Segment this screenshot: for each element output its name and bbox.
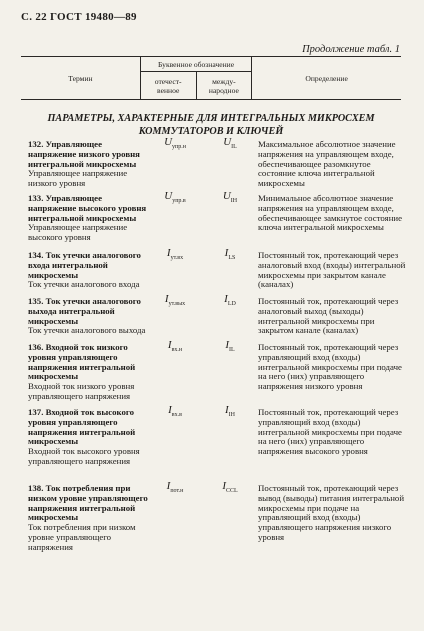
entry-133-definition: Минимальное абсолютное значение напряжения на управляющем входе, обеспечивающее замкнутое состояние ключа интегральной микросхемы (258, 193, 403, 233)
header-international: между- народное (196, 72, 252, 100)
entry-134-symbol-international: $I_{LS}$ (224, 247, 236, 262)
entry-138-term-main: 138. Ток потребления при низком уровне управляющего напряжения интегральной микросхемы (28, 483, 148, 523)
entry-132-term-main: 132. Управляющее напряжение низкого уровня интегральной микросхемы (28, 139, 140, 169)
entry-134-term-main: 134. Ток утечки аналогового входа интегральной микросхемы (28, 250, 141, 280)
entry-136-term (28, 343, 148, 402)
section-title: ПАРАМЕТРЫ, ХАРАКТЕРНЫЕ ДЛЯ ИНТЕГРАЛЬНЫХ МИКРОСХЕМ КОММУТАТОРОВ И КЛЮЧЕЙ (47, 113, 375, 137)
entry-132-symbol-domestic: $U_{упр.н}$ (164, 136, 186, 151)
entry-138-term (28, 484, 148, 552)
entry-134-symbol-domestic: $I_{ут.вх}$ (166, 247, 184, 262)
entry-135-symbol-international: $I_{LD}$ (224, 293, 236, 308)
entry-136-symbol-international: $I_{IL}$ (225, 339, 235, 354)
entry-134-term (28, 251, 148, 290)
entry-137-symbol-international: $I_{IH}$ (224, 404, 235, 419)
table-continuation-note: Продолжение табл. 1 (302, 44, 400, 55)
entry-133-symbol-international: $U_{IH}$ (222, 190, 238, 205)
header-term: Термин (21, 57, 140, 100)
entry-137-definition: Постоянный ток, протекающий через управляющий вход (входы) интегральной микросхемы при подаче на него (них) управляющего напряжения высокого уровня (258, 407, 402, 456)
entry-132-term-alt: Управляющее напряжение низкого уровня (28, 168, 128, 188)
entry-132-symbol-international: $U_{IL}$ (223, 136, 237, 151)
entry-136-term-main: 136. Входной ток низкого уровня управляющего напряжения интегральной микросхемы (28, 342, 136, 382)
table-header (21, 56, 401, 100)
entry-138-term-alt: Ток потребления при низком уровне управляющего напряжения (28, 522, 136, 552)
entry-133-term (28, 194, 148, 243)
entry-132-term (28, 140, 148, 189)
header-domestic: отечест- венное (140, 72, 196, 100)
entry-137-term (28, 408, 148, 467)
entry-135-term-alt: Ток утечки аналогового выхода (28, 325, 146, 336)
entry-136-symbol-domestic: $I_{вх.н}$ (167, 339, 183, 354)
entry-133-term-main: 133. Управляющее напряжение высокого уровня интегральной микросхемы (28, 193, 147, 223)
entry-135-symbol-domestic: $I_{ут.вых}$ (164, 293, 186, 308)
entry-135-term-main: 135. Ток утечки аналогового выхода интегральной микросхемы (28, 296, 141, 326)
entry-132-definition: Максимальное абсолютное значение напряжения на управляющем входе, обеспечивающее разомкнутое состояние ключа интегральной микросхемы (258, 139, 396, 188)
entry-134-term-alt: Ток утечки аналогового входа (28, 279, 140, 290)
header-designation: Буквенное обозначение (140, 57, 251, 72)
header-definition: Определение (252, 57, 401, 100)
entry-137-symbol-domestic: $I_{вх.в}$ (168, 404, 182, 419)
entry-133-symbol-domestic: $U_{упр.в}$ (164, 190, 186, 205)
entry-135-definition: Постоянный ток, протекающий через аналоговый выход (выходы) интегральной микросхемы при закрытом канале (каналах) (258, 296, 399, 336)
entry-135-term (28, 297, 148, 336)
entry-138-definition: Постоянный ток, протекающий через вывод (выводы) питания интегральной микросхемы при подаче на управляющий вход (входы) управляющего напряжения низкого уровня (258, 483, 405, 542)
entry-137-term-main: 137. Входной ток высокого уровня управляющего напряжения интегральной микросхемы (28, 407, 136, 447)
entry-136-definition: Постоянный ток, протекающий через управляющий вход (входы) интегральной микросхемы при подаче на него (них) управляющего напряжения низкого уровня (258, 342, 402, 391)
entry-138-symbol-international: $I_{CCL}$ (222, 480, 238, 495)
entry-134-definition: Постоянный ток, протекающий через аналоговый вход (входы) интегральной микросхемы при закрытом канале (каналах) (258, 250, 406, 290)
entry-137-term-alt: Входной ток высокого уровня управляющего напряжения (28, 446, 140, 466)
entry-136-term-alt: Входной ток низкого уровня управляющего напряжения (28, 381, 135, 401)
page-header: С. 22 ГОСТ 19480—89 (21, 11, 137, 23)
entry-133-term-alt: Управляющее напряжение высокого уровня (28, 222, 128, 242)
entry-138-symbol-domestic: $I_{пот.н}$ (166, 480, 184, 495)
